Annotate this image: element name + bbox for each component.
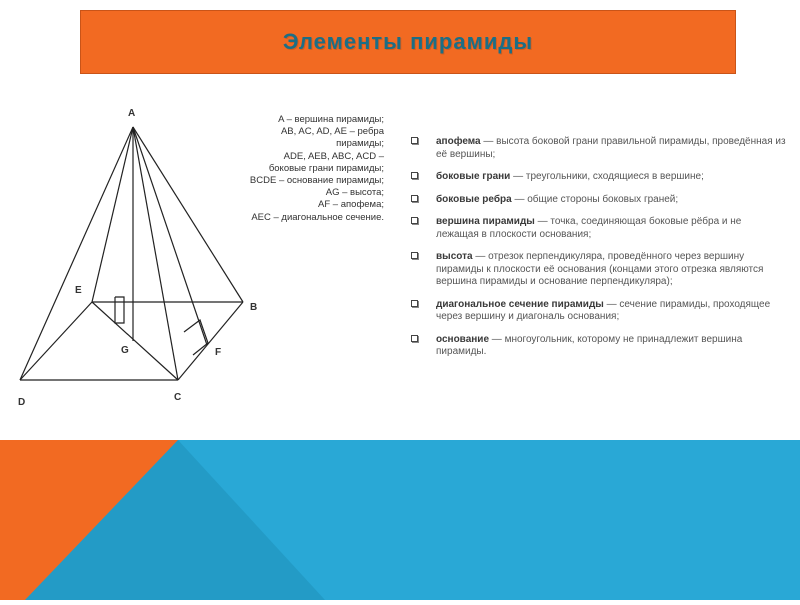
definition-text: — точка, соединяющая боковые рёбра и не лежащая в плоскости основания;	[436, 216, 742, 240]
definitions-list	[408, 136, 786, 369]
definition-text: — высота боковой грани правильной пирамиды, проведённая из её вершины;	[436, 136, 786, 160]
square-bullet-icon	[411, 137, 418, 144]
point-label-B: B	[250, 302, 258, 313]
definition-term: высота	[436, 251, 473, 262]
diagram-legend	[222, 114, 384, 224]
definition-term: основание	[436, 333, 490, 345]
point-label-E: E	[75, 285, 82, 296]
definition-term: вершина пирамиды	[436, 216, 535, 227]
definition-item	[408, 194, 786, 207]
diagonal-EC	[92, 302, 178, 380]
edge-CB	[178, 302, 243, 380]
legend-line: боковые грани пирамиды;	[268, 162, 384, 174]
definition-term: апофема	[436, 136, 481, 147]
slide-title: Элементы пирамиды	[282, 29, 534, 54]
edge-AC	[133, 127, 178, 380]
definition-term: боковые грани	[436, 171, 511, 182]
definition-item	[408, 171, 786, 184]
definition-text: — многоугольник, которому не принадлежит вершина пирамиды.	[436, 333, 743, 357]
definition-text: — треугольники, сходящиеся в вершине;	[510, 171, 704, 182]
edge-DE	[20, 302, 92, 380]
square-bullet-icon	[411, 252, 418, 259]
legend-line: AEC – диагональное сечение.	[251, 211, 384, 223]
definition-item	[408, 334, 786, 359]
definition-term: диагональное сечение пирамиды	[436, 298, 604, 310]
legend-line: пирамиды;	[336, 138, 384, 150]
edge-AD	[20, 127, 133, 380]
square-bullet-icon	[411, 172, 418, 179]
definition-item	[408, 136, 786, 161]
apothem-AF	[133, 127, 207, 345]
point-label-G: G	[121, 345, 129, 356]
point-label-C: C	[174, 392, 182, 403]
legend-line: AB, AC, AD, AE – ребра	[280, 126, 384, 138]
slide-footer-decoration	[0, 440, 800, 600]
legend-line: ADE, AEB, ABC, ACD –	[283, 150, 384, 162]
legend-line: AF – апофема;	[318, 199, 384, 211]
square-bullet-icon	[411, 195, 418, 202]
definition-item	[408, 299, 786, 324]
square-bullet-icon	[411, 217, 418, 224]
definition-text: — общие стороны боковых граней;	[511, 193, 679, 205]
definition-term: боковые ребра	[436, 193, 512, 205]
definition-text: — отрезок перпендикуляра, проведённого через вершину пирамиды к плоскости её основания (концами этого отрезка являются вершина пирамиды и основание перпендикуляра);	[436, 251, 764, 287]
definition-item	[408, 251, 786, 289]
definition-item	[408, 216, 786, 241]
slide-title-bar	[80, 10, 736, 74]
square-bullet-icon	[411, 335, 418, 342]
point-label-F: F	[215, 347, 222, 358]
legend-line: A – вершина пирамиды;	[278, 114, 384, 125]
right-angle-mark-G	[115, 297, 124, 323]
footer-shapes	[0, 440, 800, 600]
point-label-A: A	[128, 108, 136, 119]
square-bullet-icon	[411, 300, 418, 307]
legend-line: AG – высота;	[325, 187, 384, 199]
point-label-D: D	[18, 397, 26, 408]
legend-line: BCDE – основание пирамиды;	[249, 175, 384, 187]
edge-AE	[92, 127, 133, 302]
definition-text: — сечение пирамиды, проходящее через вершину и диагональ основания;	[436, 298, 771, 322]
